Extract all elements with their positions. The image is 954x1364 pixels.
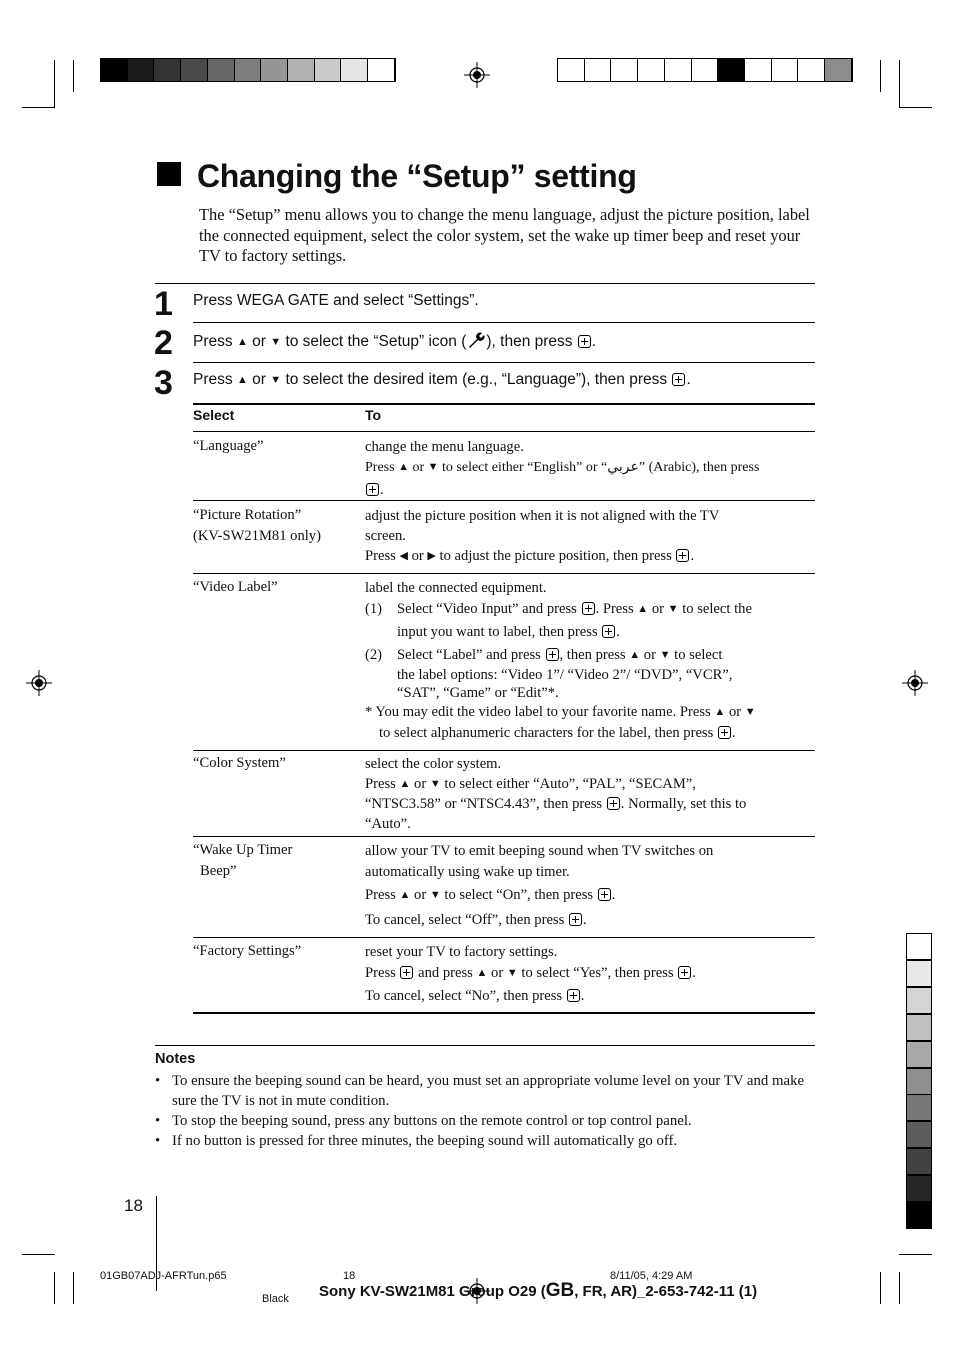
footer-model (319, 1280, 757, 1302)
text: change the menu language. (365, 439, 524, 455)
line (365, 910, 815, 931)
table-row-color-to (365, 754, 815, 834)
enter-icon (607, 797, 620, 810)
step-number: 2 (154, 324, 173, 362)
text: label the connected equipment. (365, 580, 547, 596)
side-tab (906, 1121, 932, 1148)
step-number: 1 (154, 285, 173, 323)
grayscale-swatch (585, 59, 612, 81)
divider (155, 283, 815, 284)
grayscale-swatch (611, 59, 638, 81)
step-number: 3 (154, 364, 173, 402)
line (365, 774, 815, 794)
table-row-language-to (365, 437, 815, 500)
text: or (414, 776, 427, 792)
text: to select the desired item (e.g., “Language”), then press (285, 371, 668, 388)
line (365, 622, 815, 643)
side-tab (906, 987, 932, 1014)
down-arrow-icon: ▼ (270, 336, 282, 348)
text: allow your TV to emit beeping sound when TV switches on (365, 843, 714, 859)
divider (193, 836, 815, 837)
list-item: • To stop the beeping sound, press any buttons on the remote control or top control panel. (155, 1111, 815, 1131)
grayscale-swatch (181, 59, 208, 81)
table-top-rule (193, 403, 815, 405)
crop-mark (880, 60, 881, 92)
grayscale-swatch (154, 59, 181, 81)
down-arrow-icon: ▼ (429, 778, 441, 790)
text: (2) (365, 647, 383, 663)
divider (193, 750, 815, 751)
line (365, 986, 815, 1007)
step-1-text: Press WEGA GATE and select “Settings”. (193, 292, 479, 309)
line (365, 645, 815, 666)
grayscale-swatch (638, 59, 665, 81)
text: or (412, 460, 425, 475)
grayscale-swatch (101, 59, 128, 81)
line (365, 723, 815, 744)
up-arrow-icon: ▲ (399, 778, 411, 790)
page-number: 18 (124, 1196, 143, 1215)
down-arrow-icon: ▼ (427, 461, 439, 473)
text: to select “Yes”, then press (521, 965, 674, 981)
table-header-select: Select (193, 407, 235, 423)
enter-icon (366, 483, 379, 496)
grayscale-swatch (288, 59, 315, 81)
text: . Press (595, 601, 634, 617)
text: or (491, 965, 504, 981)
text: or (411, 548, 424, 564)
table-row-factory-to (365, 942, 815, 1007)
title-text: Changing the “Setup” setting (197, 158, 637, 194)
enter-icon (672, 373, 685, 386)
crop-mark (899, 1254, 932, 1255)
enter-icon (676, 549, 689, 562)
text: input you want to label, then press (397, 624, 598, 640)
grayscale-swatch (315, 59, 342, 81)
text: Press (365, 776, 396, 792)
text: or (728, 704, 742, 720)
enter-icon (569, 913, 582, 926)
registration-mark-icon (464, 62, 490, 88)
grayscale-swatch (718, 59, 745, 81)
list-item: • To ensure the beeping sound can be heard, you must set an appropriate volume level on your TV and make sure the TV is not in mute condition. (155, 1071, 815, 1111)
crop-mark (22, 1254, 55, 1255)
footer-filename: 01GB07ADJ-AFRTun.p65 (100, 1270, 227, 1282)
up-arrow-icon: ▲ (236, 374, 248, 386)
up-arrow-icon: ▲ (398, 461, 409, 473)
table-row-video-select: “Video Label” (193, 579, 278, 595)
text: Select “Video Input” and press (397, 601, 577, 617)
text: to select either “English” or “عربي” (Arabic), then press (442, 460, 760, 475)
text: . (616, 624, 620, 640)
down-arrow-icon: ▼ (429, 889, 441, 901)
enter-icon (582, 602, 595, 615)
divider (193, 322, 815, 323)
text: (1) (365, 601, 383, 617)
divider (193, 573, 815, 574)
registration-mark-icon (26, 670, 52, 696)
line (365, 885, 815, 906)
grayscale-bar-right (557, 58, 853, 82)
up-arrow-icon: ▲ (629, 649, 641, 661)
text: Press (365, 548, 396, 564)
line (365, 480, 815, 500)
crop-mark (54, 60, 55, 107)
enter-icon (400, 966, 413, 979)
text: Press (365, 887, 396, 903)
text: or (252, 333, 266, 350)
table-row-wake-to (365, 841, 815, 931)
table-row-video-to (365, 578, 815, 744)
text: . (580, 988, 585, 1004)
text: to select “On”, then press (444, 887, 594, 903)
text: or (643, 647, 656, 663)
side-tab (906, 1014, 932, 1041)
side-tab (906, 1068, 932, 1095)
text: or (252, 371, 266, 388)
footer-page: 18 (343, 1270, 356, 1282)
text: To cancel, select “No”, then press (365, 988, 563, 1004)
notes-heading: Notes (155, 1051, 196, 1067)
bullet-square-icon (157, 162, 181, 186)
enter-icon (678, 966, 691, 979)
down-arrow-icon: ▼ (659, 649, 671, 661)
text: “NTSC3.58” or “NTSC4.43”, then press (365, 796, 603, 812)
text: ), then press (486, 333, 573, 350)
grayscale-bar-left (100, 58, 396, 82)
crop-mark (73, 1272, 74, 1304)
text: or (651, 601, 665, 617)
table-row-language-select: “Language” (193, 438, 264, 454)
divider (155, 1045, 815, 1046)
side-tab (906, 1202, 932, 1229)
text: . (380, 482, 384, 498)
registration-mark-icon (902, 670, 928, 696)
list-item: • If no button is pressed for three minutes, the beeping sound will automatically go off. (155, 1131, 815, 1151)
up-arrow-icon: ▲ (714, 706, 726, 718)
text: Sony KV-SW21M81 Group O29 ( (319, 1283, 546, 1300)
text: and press (418, 965, 473, 981)
text: screen. (365, 528, 406, 544)
down-arrow-icon: ▼ (270, 374, 282, 386)
side-tab (906, 960, 932, 987)
text: to select the “Setup” icon ( (285, 333, 467, 350)
line (365, 546, 815, 566)
enter-icon (602, 625, 615, 638)
text: . (611, 887, 616, 903)
up-arrow-icon: ▲ (476, 967, 488, 979)
grayscale-swatch (692, 59, 719, 81)
table-row-wake-select (193, 840, 353, 882)
grayscale-swatch (772, 59, 799, 81)
text: “Auto”. (365, 816, 411, 832)
right-arrow-icon: ▶ (427, 550, 436, 562)
line (365, 963, 815, 984)
divider (193, 431, 815, 432)
grayscale-swatch (825, 59, 852, 81)
crop-mark (880, 1272, 881, 1304)
text: Press (365, 460, 395, 475)
down-arrow-icon: ▼ (667, 603, 679, 615)
line (365, 794, 815, 814)
footer-ink: Black (262, 1293, 289, 1305)
text: . (690, 548, 695, 564)
divider (193, 362, 815, 363)
grayscale-swatch (341, 59, 368, 81)
line (365, 599, 815, 620)
up-arrow-icon: ▲ (236, 336, 248, 348)
table-row-factory-select: “Factory Settings” (193, 943, 302, 959)
text: , then press (559, 647, 626, 663)
text: . (731, 725, 736, 741)
enter-icon (546, 648, 559, 661)
text: to select alphanumeric characters for the label, then press (379, 725, 714, 741)
grayscale-swatch (665, 59, 692, 81)
grayscale-swatch (235, 59, 262, 81)
enter-icon (598, 888, 611, 901)
line (365, 702, 815, 723)
text: GB (545, 1280, 575, 1301)
side-tab (906, 933, 932, 960)
up-arrow-icon: ▲ (399, 889, 411, 901)
text: automatically using wake up timer. (365, 864, 570, 880)
grayscale-swatch (261, 59, 288, 81)
text: to select (674, 647, 723, 663)
crop-mark (899, 60, 900, 107)
grayscale-swatch (128, 59, 155, 81)
down-arrow-icon: ▼ (744, 706, 756, 718)
line (365, 457, 815, 478)
intro-paragraph: The “Setup” menu allows you to change the menu language, adjust the picture position, label the connected equipment, select the color system, set the wake up timer beep and reset your TV to factory settings. (199, 205, 810, 265)
grayscale-swatch (368, 59, 395, 81)
footer-date: 8/11/05, 4:29 AM (610, 1270, 693, 1282)
table-row-color-select: “Color System” (193, 755, 286, 771)
table-header-to: To (365, 407, 382, 423)
text: to select the (682, 601, 752, 617)
grayscale-swatch (745, 59, 772, 81)
text: to adjust the picture position, then press (439, 548, 672, 564)
crop-mark (22, 107, 55, 108)
text: Beep” (200, 863, 237, 879)
text: “Wake Up Timer (193, 842, 293, 858)
text: (KV-SW21M81 only) (193, 528, 321, 544)
grayscale-swatch (798, 59, 825, 81)
text: the label options: “Video 1”/ “Video 2”/ “DVD”, “VCR”, (397, 667, 733, 683)
text: . (686, 371, 691, 388)
text: “SAT”, “Game” or “Edit”*. (397, 685, 559, 701)
table-bottom-rule (193, 1012, 815, 1014)
side-tab (906, 1175, 932, 1202)
step-3-text (193, 371, 691, 389)
divider (193, 500, 815, 501)
crop-mark (54, 1272, 55, 1304)
table-row-rotation-to (365, 506, 815, 566)
divider (193, 937, 815, 938)
side-tab (906, 1094, 932, 1121)
down-arrow-icon: ▼ (506, 967, 518, 979)
wrench-icon (466, 331, 486, 349)
text: “Picture Rotation” (193, 507, 302, 523)
text: . (582, 912, 587, 928)
text: , FR, AR)_2-653-742-11 (1) (574, 1283, 758, 1300)
crop-mark (899, 107, 932, 108)
enter-icon (718, 726, 731, 739)
page-title (157, 158, 637, 195)
enter-icon (567, 989, 580, 1002)
crop-mark (899, 1272, 900, 1304)
grayscale-swatch (558, 59, 585, 81)
crop-mark (73, 60, 74, 92)
text: To cancel, select “Off”, then press (365, 912, 565, 928)
side-tab (906, 1041, 932, 1068)
text: select the color system. (365, 756, 502, 772)
text: to select either “Auto”, “PAL”, “SECAM”, (444, 776, 696, 792)
left-arrow-icon: ◀ (399, 550, 408, 562)
text: . (692, 965, 696, 981)
text: . (591, 333, 597, 350)
side-tab (906, 1148, 932, 1175)
table-row-rotation-select (193, 505, 353, 547)
text: reset your TV to factory settings. (365, 944, 558, 960)
notes-list (155, 1071, 815, 1151)
text: Press (365, 965, 396, 981)
step-2-text (193, 331, 596, 351)
text: Press (193, 371, 233, 388)
up-arrow-icon: ▲ (637, 603, 649, 615)
grayscale-swatch (208, 59, 235, 81)
text: Select “Label” and press (397, 647, 541, 663)
text: . Normally, set this to (620, 796, 747, 812)
text: or (414, 887, 427, 903)
text: * You may edit the video label to your favorite name. Press (365, 704, 711, 720)
text: Press (193, 333, 233, 350)
text: adjust the picture position when it is not aligned with the TV (365, 508, 720, 524)
enter-icon (578, 335, 591, 348)
